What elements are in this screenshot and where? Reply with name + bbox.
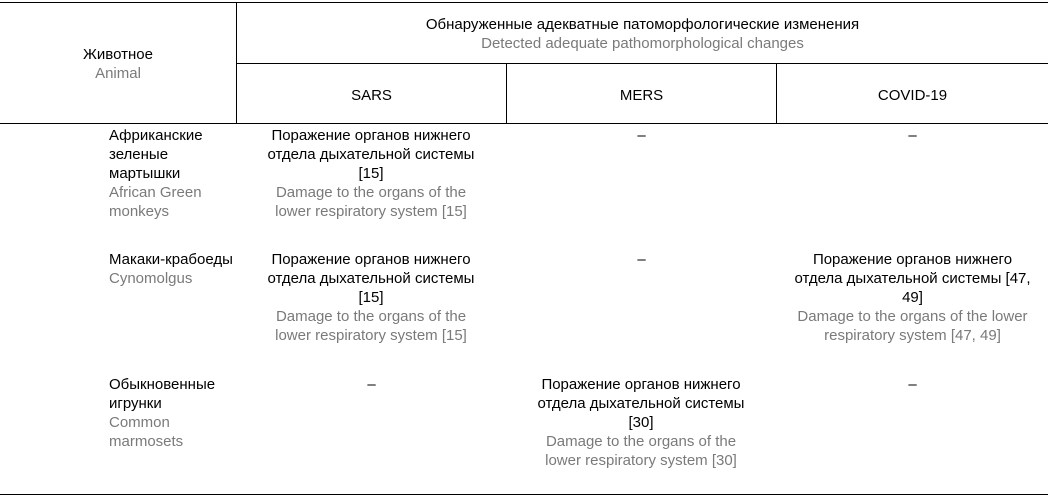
row-1-animal-ru: Африканские зеленые мартышки [109, 127, 203, 182]
row-1-mers-ru: – [637, 127, 646, 144]
row-3-animal-ru: Обыкновенные игрунки [109, 376, 216, 412]
row-3-sars-ru: – [367, 376, 376, 393]
row-1-covid-ru: – [908, 127, 917, 144]
row-2-animal [109, 250, 236, 288]
row-3-sars [237, 375, 506, 394]
table-bottom-rule [0, 494, 1048, 495]
header-animal-ru: Животное [83, 46, 153, 63]
row-2-sars-ru: Поражение органов нижнего отдела дыхательной системы [15] [267, 251, 475, 306]
row-2-mers-ru: – [637, 251, 646, 268]
row-2-animal-ru: Макаки-крабоеды [109, 251, 233, 268]
row-1-animal-en: African Green monkeys [109, 184, 202, 220]
row-1-sars [256, 126, 486, 221]
row-3-mers-en: Damage to the organs of the lower respiratory system [30] [545, 433, 737, 469]
row-3-mers [526, 375, 756, 470]
header-col-sars: SARS [351, 87, 392, 104]
row-2-covid [790, 250, 1035, 345]
row-2-sars-en: Damage to the organs of the lower respiratory system [15] [275, 308, 467, 344]
row-3-mers-ru: Поражение органов нижнего отдела дыхательной системы [30] [537, 376, 745, 431]
row-2-animal-en: Cynomolgus [109, 270, 193, 287]
row-1-covid [777, 126, 1048, 145]
row-3-covid-ru: – [908, 376, 917, 393]
header-animal-en: Animal [95, 65, 141, 82]
header-col-mers: MERS [619, 87, 664, 104]
row-2-covid-en: Damage to the organs of the lower respiratory system [47, 49] [797, 308, 1028, 344]
header-group-rule [237, 63, 1048, 64]
header-changes-ru: Обнаруженные адекватные патоморфологические изменения [425, 16, 860, 33]
header-animal [0, 45, 236, 83]
row-1-sars-en: Damage to the organs of the lower respiratory system [15] [275, 184, 467, 220]
row-3-animal [109, 375, 236, 451]
row-2-sars [256, 250, 486, 345]
header-col-covid: COVID-19 [877, 87, 948, 104]
header-bottom-rule [0, 123, 1048, 124]
row-1-animal [109, 126, 236, 221]
header-changes [237, 15, 1048, 53]
row-2-covid-ru: Поражение органов нижнего отдела дыхательной системы [47, 49] [794, 251, 1031, 306]
row-1-mers [507, 126, 776, 145]
row-2-mers [507, 250, 776, 269]
header-changes-en: Detected adequate pathomorphological changes [481, 35, 804, 52]
table-top-rule [0, 2, 1048, 3]
row-3-covid [777, 375, 1048, 394]
row-1-sars-ru: Поражение органов нижнего отдела дыхательной системы [15] [267, 127, 475, 182]
row-3-animal-en: Common marmosets [109, 414, 184, 450]
